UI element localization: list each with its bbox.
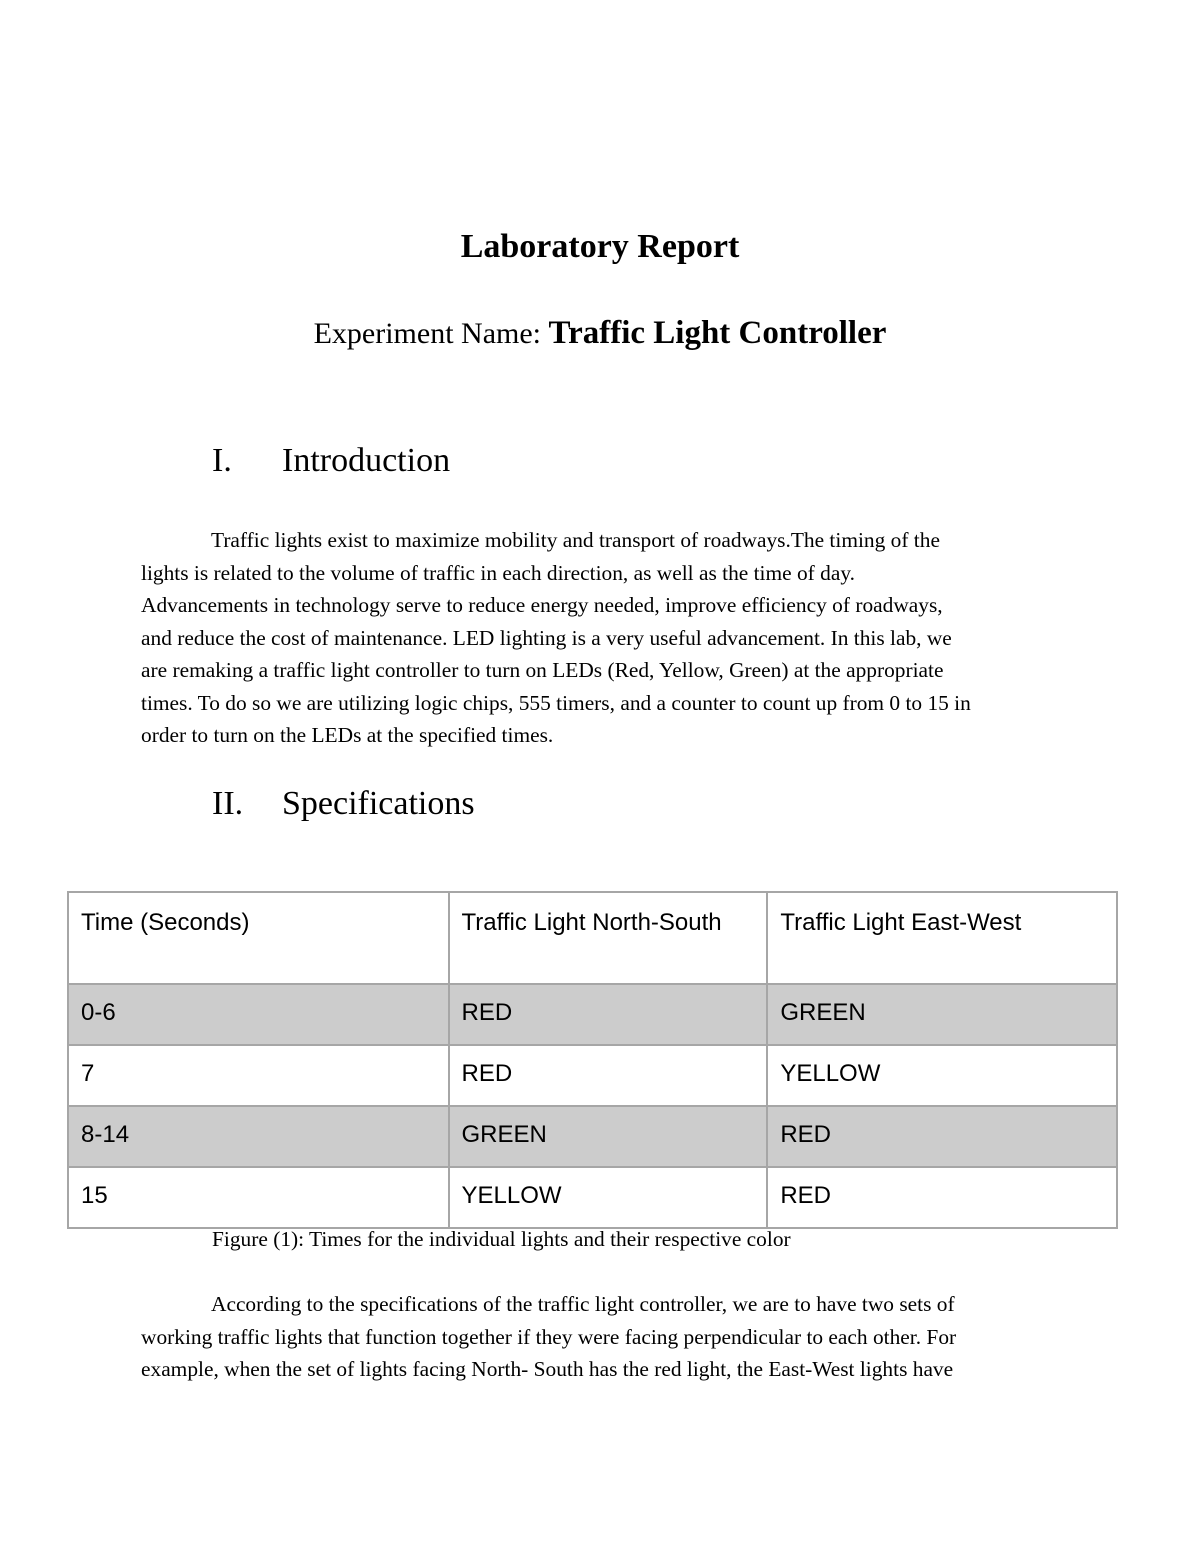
cell-north-south: RED: [449, 1045, 768, 1106]
introduction-line: lights is related to the volume of traffic in each direction, as well as the time of day.: [141, 560, 855, 585]
cell-time: 8-14: [68, 1106, 449, 1167]
cell-time: 15: [68, 1167, 449, 1228]
table-row: [68, 1106, 1117, 1167]
experiment-label: Experiment Name:: [313, 317, 542, 350]
cell-time: 7: [68, 1045, 449, 1106]
header-north-south: Traffic Light North-South: [449, 892, 768, 984]
experiment-name: Traffic Light Controller: [548, 315, 887, 351]
closing-paragraph: [141, 1288, 1066, 1386]
experiment-line: [0, 315, 1200, 352]
introduction-line: times. To do so we are utilizing logic chips, 555 timers, and a counter to count up from 0 to 15 in: [141, 690, 971, 715]
cell-east-west: RED: [767, 1167, 1117, 1228]
closing-line: According to the specifications of the traffic light controller, we are to have two sets of: [211, 1292, 955, 1316]
table-header-row: [68, 892, 1117, 984]
document-title: Laboratory Report: [460, 228, 740, 265]
introduction-numeral: I.: [212, 442, 232, 479]
specifications-title: Specifications: [282, 785, 475, 822]
introduction-line: Advancements in technology serve to reduce energy needed, improve efficiency of roadways,: [141, 593, 943, 617]
introduction-line: Traffic lights exist to maximize mobility and transport of roadways.The timing of the: [211, 528, 940, 552]
specification-table: [67, 891, 1118, 1229]
header-time: Time (Seconds): [68, 892, 449, 984]
specifications-heading: [212, 785, 475, 823]
introduction-title: Introduction: [282, 442, 451, 479]
introduction-heading: [212, 442, 450, 480]
cell-east-west: YELLOW: [767, 1045, 1117, 1106]
table-row: [68, 1167, 1117, 1228]
figure-caption: Figure (1): Times for the individual lights and their respective color: [212, 1227, 791, 1251]
cell-east-west: RED: [767, 1106, 1117, 1167]
table-row: [68, 984, 1117, 1045]
closing-line: working traffic lights that function together if they were facing perpendicular to each other. For: [141, 1324, 957, 1349]
introduction-paragraph: [141, 524, 1066, 752]
header-east-west: Traffic Light East-West: [767, 892, 1117, 984]
introduction-line: are remaking a traffic light controller to turn on LEDs (Red, Yellow, Green) at the appropriate: [141, 658, 944, 682]
closing-line: example, when the set of lights facing North- South has the red light, the East-West lights have: [141, 1357, 954, 1381]
cell-north-south: RED: [449, 984, 768, 1045]
table-row: [68, 1045, 1117, 1106]
cell-east-west: GREEN: [767, 984, 1117, 1045]
introduction-line: order to turn on the LEDs at the specified times.: [141, 723, 554, 747]
cell-north-south: GREEN: [449, 1106, 768, 1167]
cell-time: 0-6: [68, 984, 449, 1045]
introduction-line: and reduce the cost of maintenance. LED lighting is a very useful advancement. In this lab, we: [141, 625, 952, 650]
cell-north-south: YELLOW: [449, 1167, 768, 1228]
specifications-numeral: II.: [212, 785, 244, 822]
